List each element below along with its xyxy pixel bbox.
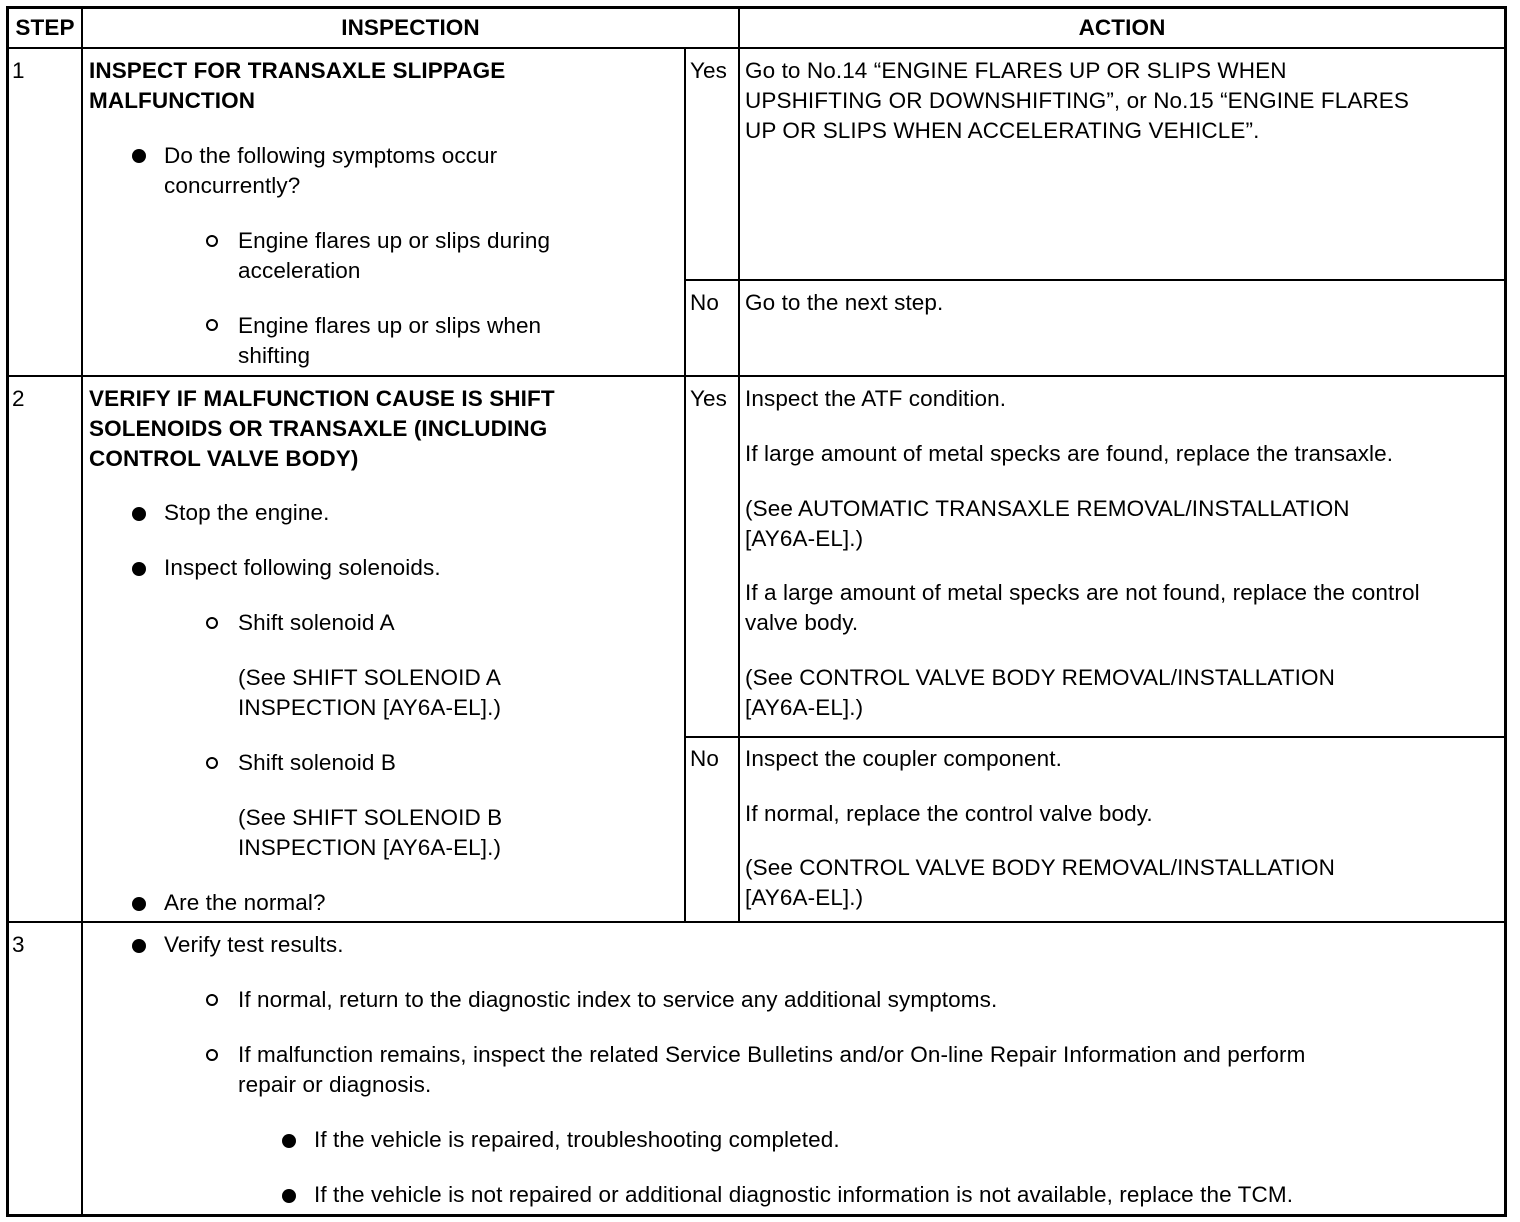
step3-verify: Verify test results.	[164, 932, 344, 957]
step2-title-line3: CONTROL VALVE BODY)	[89, 446, 359, 471]
bullet-icon	[282, 1134, 296, 1148]
table-border-left	[6, 6, 9, 1217]
header-step: STEP	[15, 15, 75, 40]
row-divider-2	[6, 921, 1507, 923]
row-divider-1	[6, 375, 1507, 377]
sub-bullet-icon	[206, 1049, 218, 1061]
yes-no-column-divider	[684, 47, 686, 923]
step1-question-line1: Do the following symptoms occur	[164, 143, 498, 168]
bullet-icon	[132, 939, 146, 953]
step1-symptom1-line1: Engine flares up or slips during	[238, 228, 551, 253]
sub-bullet-icon	[206, 235, 218, 247]
step1-no-action: Go to the next step.	[745, 290, 944, 315]
sub-bullet-icon	[206, 757, 218, 769]
step2-solenoid-b-ref-line2: INSPECTION [AY6A-EL].)	[238, 835, 502, 860]
step2-yes-no-divider	[684, 736, 1507, 738]
bullet-icon	[132, 562, 146, 576]
step2-no-label: No	[690, 746, 719, 771]
step2-no-action-line3a: (See CONTROL VALVE BODY REMOVAL/INSTALLATION	[745, 855, 1335, 880]
step2-solenoid-a: Shift solenoid A	[238, 610, 395, 635]
step1-question-line2: concurrently?	[164, 173, 301, 198]
step2-inspect-solenoids: Inspect following solenoids.	[164, 555, 441, 580]
inspection-action-divider	[738, 6, 740, 923]
table-border-top	[6, 6, 1507, 9]
sub-bullet-icon	[206, 319, 218, 331]
step3-if-normal: If normal, return to the diagnostic index to service any additional symptoms.	[238, 987, 998, 1012]
step2-yes-label: Yes	[690, 386, 728, 411]
step2-question: Are the normal?	[164, 890, 326, 915]
step2-yes-action-line3b: [AY6A-EL].)	[745, 526, 864, 551]
step2-solenoid-b: Shift solenoid B	[238, 750, 396, 775]
step2-yes-action-line4b: valve body.	[745, 610, 859, 635]
step1-symptom2-line1: Engine flares up or slips when	[238, 313, 542, 338]
step1-yes-action-line1: Go to No.14 “ENGINE FLARES UP OR SLIPS WHEN	[745, 58, 1287, 83]
sub-bullet-icon	[206, 617, 218, 629]
bullet-icon	[132, 507, 146, 521]
step3-if-remains-line1: If malfunction remains, inspect the related Service Bulletins and/or On-line Repair Information and perform	[238, 1042, 1306, 1067]
step2-yes-action-line1: Inspect the ATF condition.	[745, 386, 1007, 411]
step2-yes-action-line4a: If a large amount of metal specks are not found, replace the control	[745, 580, 1420, 605]
step2-yes-action-line5b: [AY6A-EL].)	[745, 695, 864, 720]
step1-no-label: No	[690, 290, 719, 315]
step1-yes-action-line3: UP OR SLIPS WHEN ACCELERATING VEHICLE”.	[745, 118, 1260, 143]
sub-bullet-icon	[206, 994, 218, 1006]
bullet-icon	[282, 1189, 296, 1203]
step2-stop-engine: Stop the engine.	[164, 500, 330, 525]
step2-title-line2: SOLENOIDS OR TRANSAXLE (INCLUDING	[89, 416, 548, 441]
step3-repaired: If the vehicle is repaired, troubleshooting completed.	[314, 1127, 840, 1152]
bullet-icon	[132, 149, 146, 163]
step-column-divider	[81, 6, 83, 1217]
step2-solenoid-b-ref-line1: (See SHIFT SOLENOID B	[238, 805, 503, 830]
header-inspection: INSPECTION	[341, 15, 480, 40]
step1-symptom2-line2: shifting	[238, 343, 311, 368]
step2-no-action-line3b: [AY6A-EL].)	[745, 885, 864, 910]
step2-yes-action-line2: If large amount of metal specks are found, replace the transaxle.	[745, 441, 1394, 466]
step-number: 3	[12, 932, 25, 957]
step-number: 1	[12, 58, 25, 83]
step1-yes-label: Yes	[690, 58, 728, 83]
step2-yes-action-line5a: (See CONTROL VALVE BODY REMOVAL/INSTALLATION	[745, 665, 1335, 690]
header-action: ACTION	[1078, 15, 1166, 40]
step1-title-line2: MALFUNCTION	[89, 88, 256, 113]
step1-title-line1: INSPECT FOR TRANSAXLE SLIPPAGE	[89, 58, 506, 83]
step3-not-repaired: If the vehicle is not repaired or additional diagnostic information is not available, replace the TCM.	[314, 1182, 1294, 1207]
table-border-right	[1504, 6, 1507, 1217]
table-border-bottom	[6, 1214, 1507, 1217]
bullet-icon	[132, 897, 146, 911]
step2-no-action-line2: If normal, replace the control valve body.	[745, 801, 1153, 826]
step1-yes-action-line2: UPSHIFTING OR DOWNSHIFTING”, or No.15 “ENGINE FLARES	[745, 88, 1410, 113]
step2-solenoid-a-ref-line1: (See SHIFT SOLENOID A	[238, 665, 502, 690]
header-divider	[6, 47, 1507, 49]
step2-solenoid-a-ref-line2: INSPECTION [AY6A-EL].)	[238, 695, 502, 720]
step2-yes-action-line3a: (See AUTOMATIC TRANSAXLE REMOVAL/INSTALLATION	[745, 496, 1350, 521]
step-number: 2	[12, 386, 25, 411]
step1-yes-no-divider	[684, 279, 1507, 281]
step2-title-line1: VERIFY IF MALFUNCTION CAUSE IS SHIFT	[89, 386, 555, 411]
step1-symptom1-line2: acceleration	[238, 258, 361, 283]
step2-no-action-line1: Inspect the coupler component.	[745, 746, 1062, 771]
step3-if-remains-line2: repair or diagnosis.	[238, 1072, 432, 1097]
